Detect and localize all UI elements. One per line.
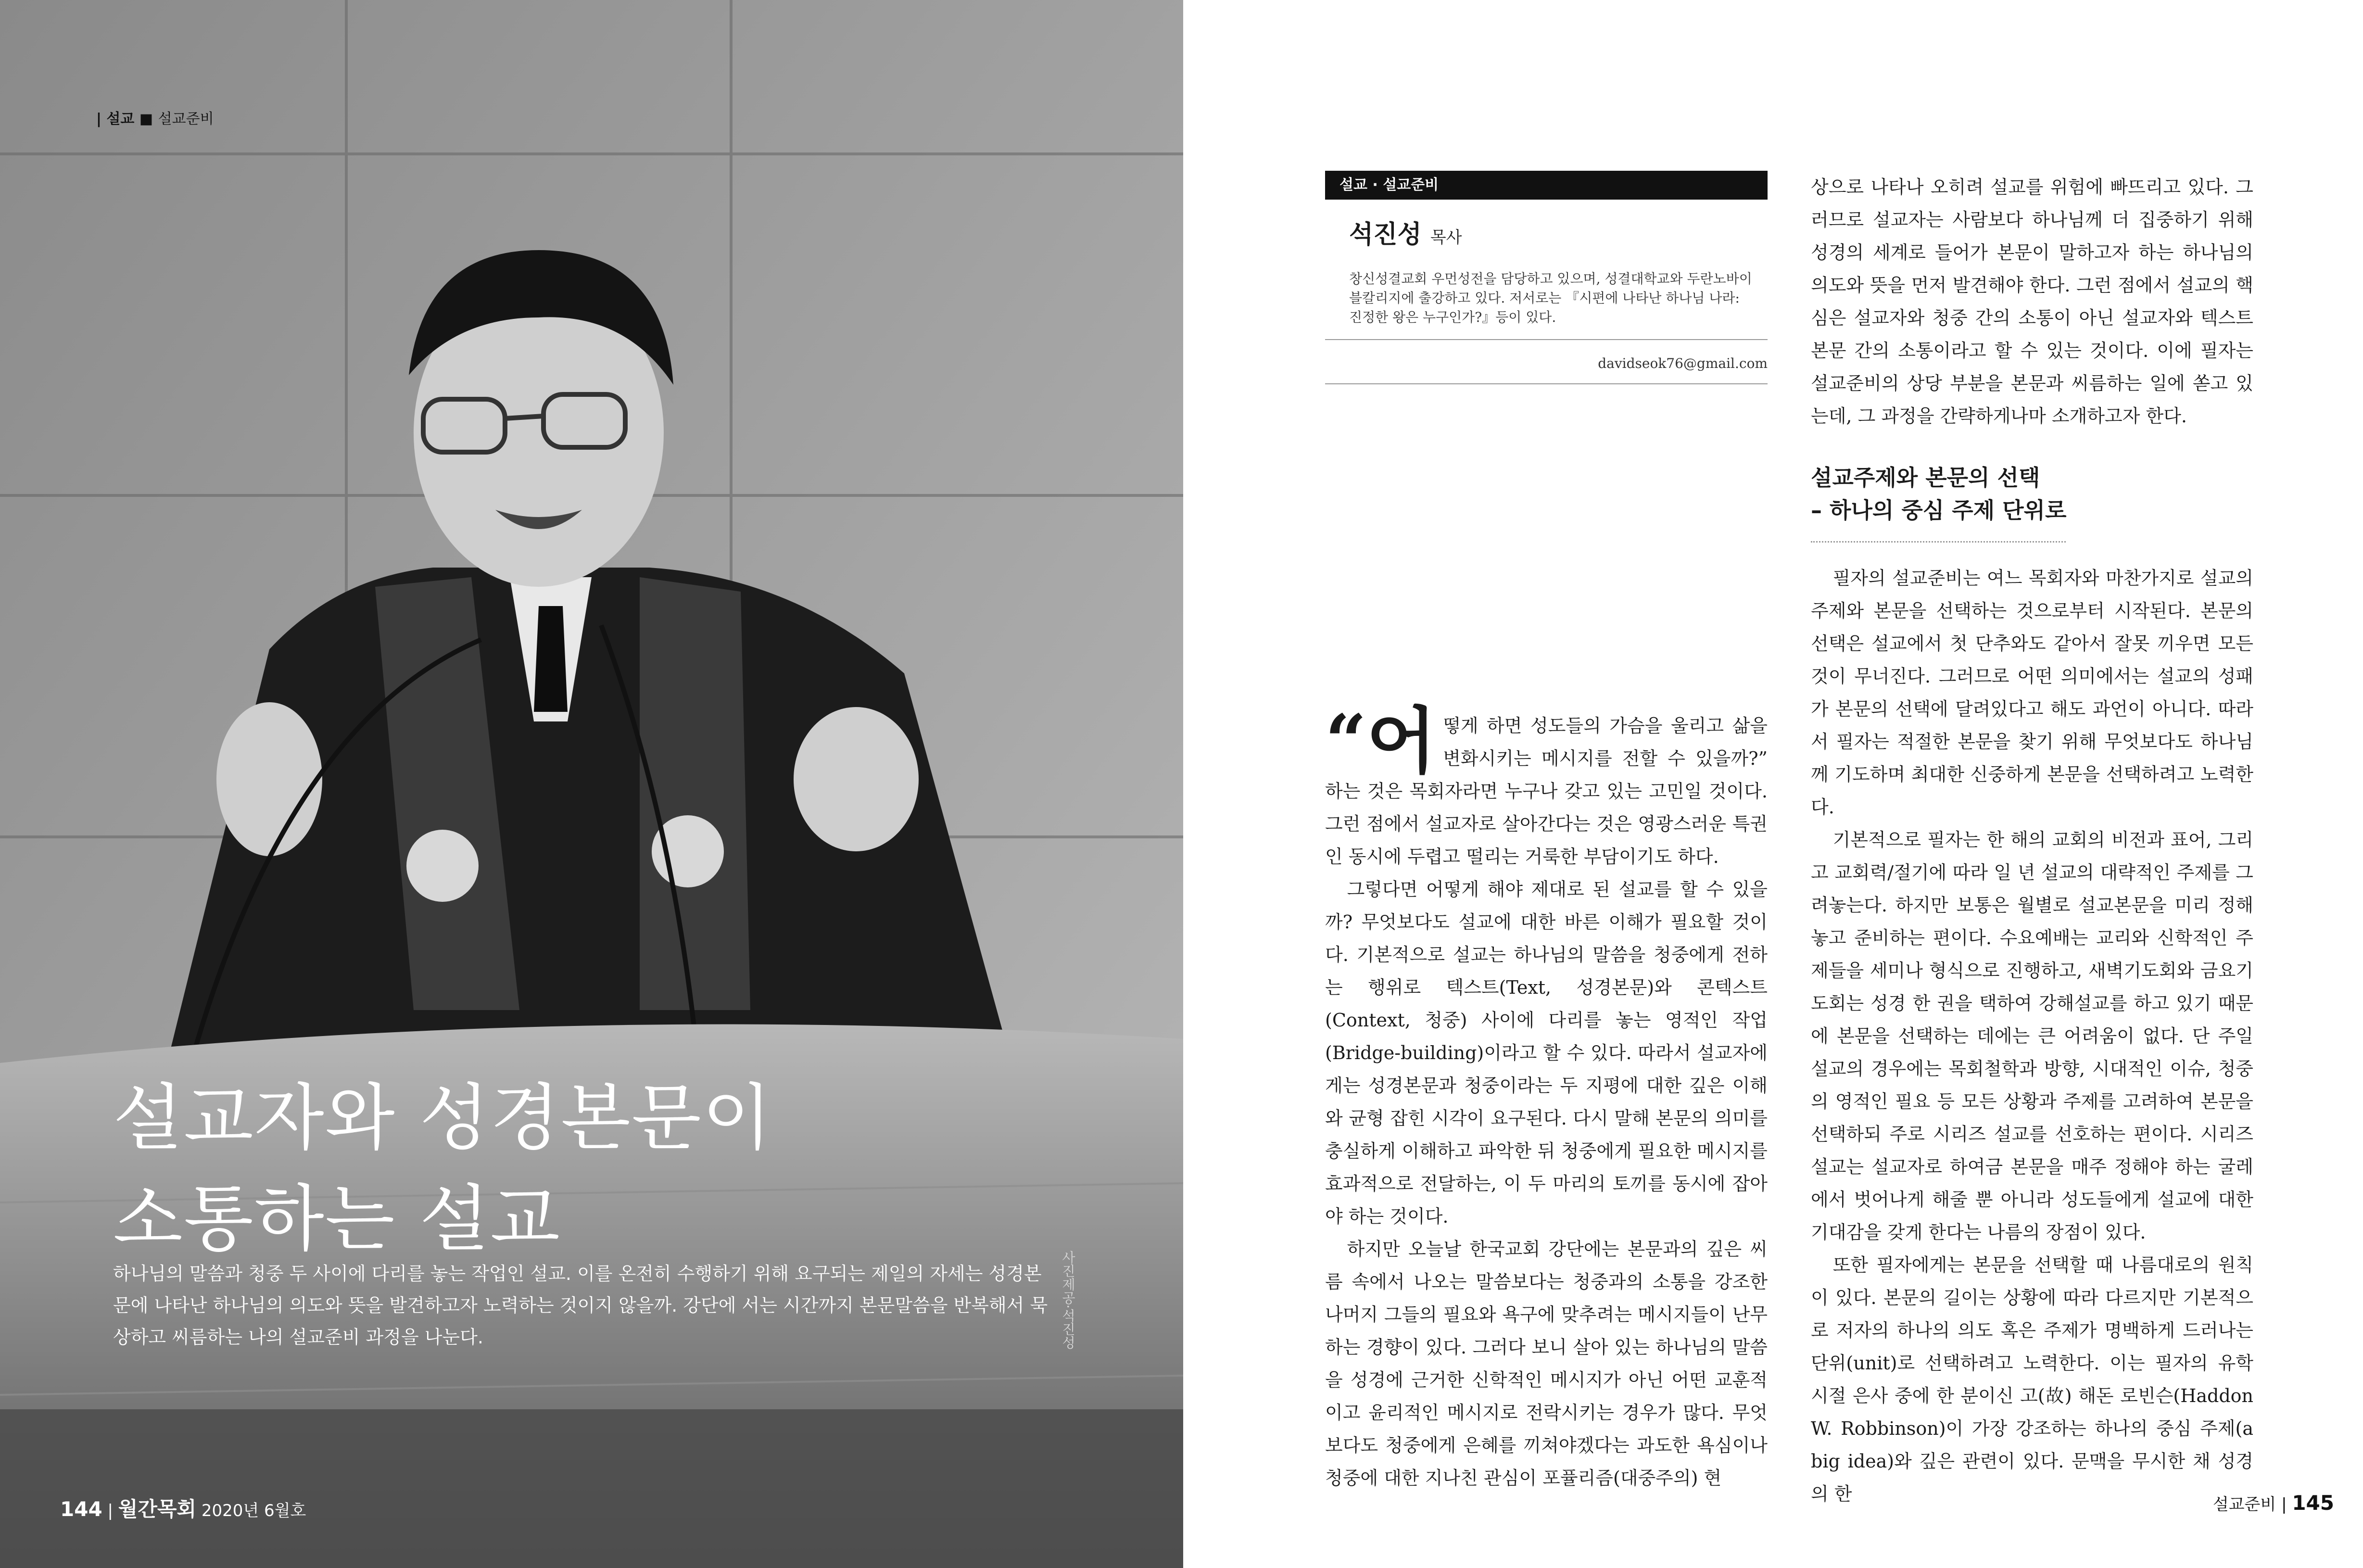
magazine-name: 월간목회 [118,1497,197,1521]
paragraph: 상으로 나타나 오히려 설교를 위험에 빠뜨리고 있다. 그러므로 설교자는 사람보다 하나님께 더 집중하기 위해 성경의 세계로 들어가 본문이 말하고자 하는 하나님의 의도와 뜻을 먼저 발견해야 한다. 그런 점에서 설교의 핵심은 설교자와 청중 간의 소통이 아닌 설교자와 텍스트 본문 간의 소통이라고 할 수 있는 것이다. 이에 필자는 설교준비의 상당 부분을 본문과 씨름하는 일에 쏟고 있는데, 그 과정을 간략하게나마 소개하고자 한다. [1811,177,2253,427]
divider [1325,339,1768,340]
author-box [1325,171,1768,384]
section-tag-sub: 설교준비 [158,111,214,127]
paragraph: 기본적으로 필자는 한 해의 교회의 비전과 표어, 그리고 교회력/절기에 따라 일 년 설교의 대략적인 주제를 그려놓는다. 하지만 보통은 월별로 설교본문을 미리 정해놓고 준비하는 편이다. 수요예배는 교리와 신학적인 주제들을 세미나 형식으로 진행하고, 새벽기도회와 금요기도회는 성경 한 권을 택하여 강해설교를 하고 있기 때문에 본문을 선택하는 데에는 큰 어려움이 없다. 단 주일 설교의 경우에는 목회철학과 방향, 시대적인 이슈, 청중의 영적인 필요 등 모든 상황과 주제를 고려하여 본문을 선택하되 주로 시리즈 설교를 선호하는 편이다. 시리즈 설교는 설교자로 하여금 본문을 매주 정해야 하는 굴레에서 벗어나게 해줄 뿐 아니라 성도들에게 설교에 대한 기대감을 갖게 한다는 나름의 장점이 있다. [1811,829,2253,1243]
author-name [1349,214,1768,250]
photo-credit: 사진제공·석진성 [1060,1251,1076,1349]
paragraph [1325,699,1768,873]
article-lead: 하나님의 말씀과 청중 두 사이에 다리를 놓는 작업인 설교. 이를 온전히 수행하기 위해 요구되는 제일의 자세는 성경본문에 나타난 하나님의 의도와 뜻을 발견하고자 노력하는 것이지 않을까. 강단에 서는 시간까지 본문말씀을 반복해서 묵상하고 씨름하는 나의 설교준비 과정을 나눈다. [113,1263,1048,1348]
paragraph: 그렇다면 어떻게 해야 제대로 된 설교를 할 수 있을까? 무엇보다도 설교에 대한 바른 이해가 필요할 것이다. 기본적으로 설교는 하나님의 말씀을 청중에게 전하는 행위로 텍스트(Text, 성경본문)와 콘텍스트(Context, 청중) 사이에 다리를 놓는 영적인 작업(Bridge-building)이라고 할 수 있다. 따라서 설교자에게는 성경본문과 청중이라는 두 지평에 대한 깊은 이해와 균형 잡힌 시각이 요구된다. 다시 말해 본문의 의미를 충실하게 이해하고 파악한 뒤 청중에게 필요한 메시지를 효과적으로 전달하는, 이 두 마리의 토끼를 동시에 잡아야 하는 것이다. [1325,879,1768,1227]
author-name-text: 석진성 [1349,220,1422,249]
divider [1325,383,1768,384]
paragraph: 필자의 설교준비는 여느 목회자와 마찬가지로 설교의 주제와 본문을 선택하는 것으로부터 시작된다. 본문의 선택은 설교에서 첫 단추와도 같아서 잘못 끼우면 모든 것이 무너진다. 그러므로 어떤 의미에서는 설교의 성패가 본문의 선택에 달려있다고 해도 과언이 아니다. 따라서 필자는 적절한 본문을 찾기 위해 무엇보다도 하나님께 기도하며 최대한 신중하게 본문을 선택하려고 노력한다. [1811,568,2253,818]
folio-right: 설교준비 | 145 [2212,1491,2334,1515]
article-headline: 설교자와 성경본문이 소통하는 설교 [113,1076,773,1261]
paragraph: 또한 필자에게는 본문을 선택할 때 나름대로의 원칙이 있다. 본문의 길이는 상황에 따라 다르지만 기본적으로 저자의 하나의 의도 혹은 주제가 명백하게 드러나는 단위(unit)로 선택하려고 노력한다. 이는 필자의 유학 시절 은사 중에 한 분이신 고(故) 해돈 로빈슨(Haddon W. Robbinson)이 가장 강조하는 하나의 중심 주제(a big idea)와 깊은 관련이 있다. 문맥을 무시한 채 성경의 한 [1811,1254,2253,1505]
subheading-line-2: – 하나의 중심 주제 단위로 [1811,497,2067,523]
author-section-bar: 설교 · 설교준비 [1325,171,1768,200]
section-tag [96,107,214,128]
issue-date: 2020년 6월호 [201,1501,306,1520]
body-column-1 [1325,699,1768,1494]
drop-cap: “어 [1325,699,1437,784]
paragraph: 하지만 오늘날 한국교회 강단에는 본문과의 깊은 씨름 속에서 나오는 말씀보다는 청중과의 소통을 강조한 나머지 그들의 필요와 욕구에 맞추려는 메시지들이 난무하는 경향이 있다. 그러다 보니 살아 있는 하나님의 말씀을 성경에 근거한 신학적인 메시지가 아닌 어떤 교훈적이고 윤리적인 메시지로 전락시키는 경우가 많다. 무엇보다도 청중에게 은혜를 끼쳐야겠다는 과도한 욕심이나 청중에 대한 지나친 관심이 포퓰리즘(대중주의) 현 [1325,1239,1768,1489]
subheading-line-1: 설교주제와 본문의 선택 [1811,465,2040,491]
folio-left: 144 | 월간목회 2020년 6월호 [60,1497,306,1521]
body-column-2 [1811,171,2253,1510]
author-bio: 창신성결교회 우먼성전을 담당하고 있으며, 성결대학교와 두란노바이블칼리지에 출강하고 있다. 저서로는 『시편에 나타난 하나님 나라: 진정한 왕은 누구인가?』등이 있다. [1349,271,1752,325]
subheading [1811,461,2253,527]
page-number-left: 144 [60,1497,102,1521]
author-title: 목사 [1430,228,1462,247]
author-email[interactable]: davidseok76@gmail.com [1598,355,1768,371]
square-bullet-icon: ■ [139,111,158,127]
section-tag-main: 설교 [106,111,135,127]
folio-section: 설교준비 [2212,1495,2276,1514]
page-number-right: 145 [2292,1491,2334,1515]
section-divider-icon: | [96,111,107,127]
dotted-divider [1811,541,2066,543]
paragraph-text: 떻게 하면 성도들의 가슴을 울리고 삶을 변화시키는 메시지를 전할 수 있을까?” 하는 것은 목회자라면 누구나 갖고 있는 고민일 것이다. 그런 점에서 설교자로 살아간다는 것은 영광스러운 특권인 동시에 두렵고 떨리는 거룩한 부담이기도 하다. [1325,715,1768,867]
